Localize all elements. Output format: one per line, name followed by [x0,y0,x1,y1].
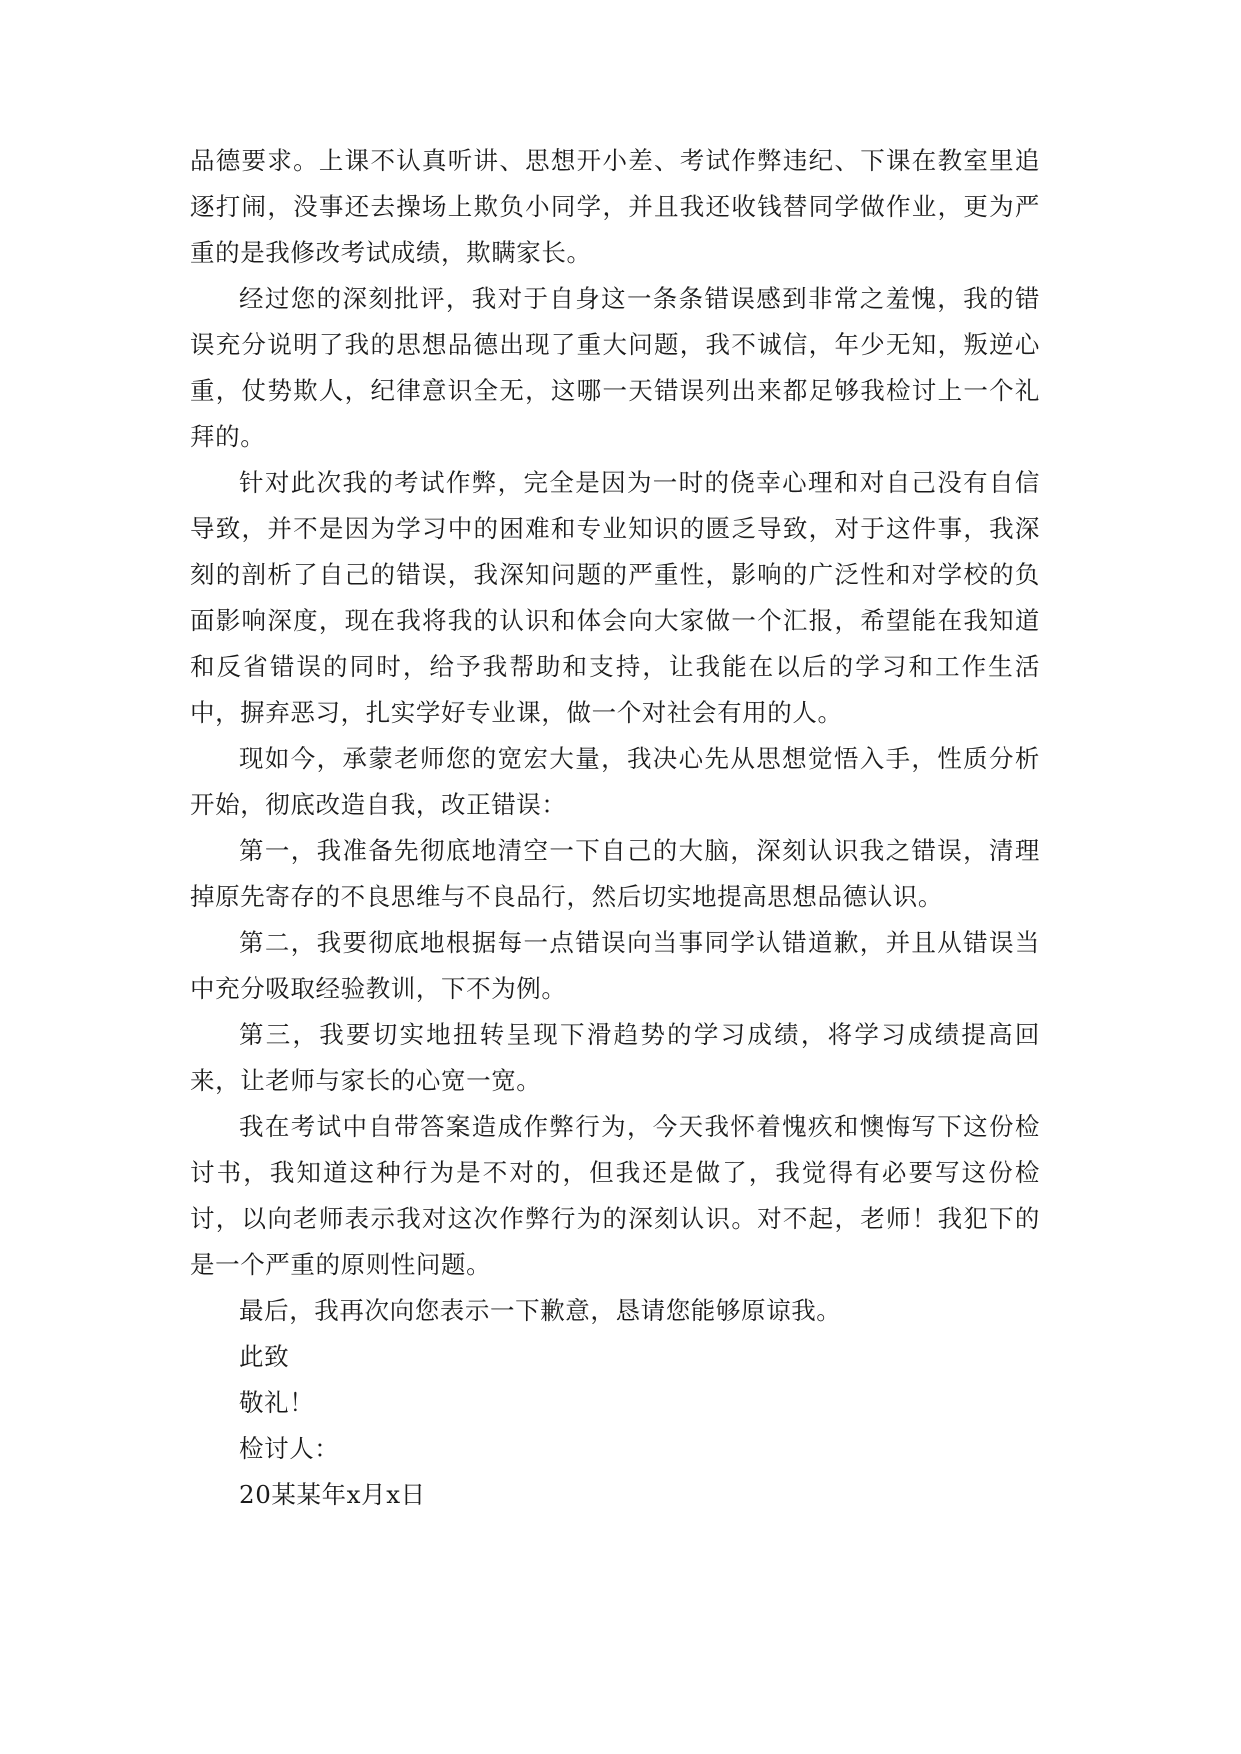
paragraph-1: 品德要求。上课不认真听讲、思想开小差、考试作弊违纪、下课在教室里追逐打闹，没事还去操场上欺负小同学，并且我还收钱替同学做作业，更为严重的是我修改考试成绩，欺瞒家长。 [190,146,1040,267]
paragraph-3: 针对此次我的考试作弊，完全是因为一时的侥幸心理和对自己没有自信导致，并不是因为学习中的困难和专业知识的匮乏导致，对于这件事，我深刻的剖析了自己的错误，我深知问题的严重性，影响的广泛性和对学校的负面影响深度，现在我将我的认识和体会向大家做一个汇报，希望能在我知道和反省错误的同时，给予我帮助和支持，让我能在以后的学习和工作生活中，摒弃恶习，扎实学好专业课，做一个对社会有用的人。 [190,468,1040,727]
paragraph-7: 第三，我要切实地扭转呈现下滑趋势的学习成绩，将学习成绩提高回来，让老师与家长的心宽一宽。 [190,1020,1040,1095]
paragraph-8: 我在考试中自带答案造成作弊行为，今天我怀着愧疚和懊悔写下这份检讨书，我知道这种行为是不对的，但我还是做了，我觉得有必要写这份检讨，以向老师表示我对这次作弊行为的深刻认识。对不起，老师！我犯下的是一个严重的原则性问题。 [190,1112,1040,1279]
document-body [190,138,1040,1518]
paragraph-5: 第一，我准备先彻底地清空一下自己的大脑，深刻认识我之错误，清理掉原先寄存的不良思维与不良品行，然后切实地提高思想品德认识。 [190,836,1040,911]
signature-date: 20某某年x月x日 [239,1480,426,1509]
paragraph-6: 第二，我要彻底地根据每一点错误向当事同学认错道歉，并且从错误当中充分吸取经验教训，下不为例。 [190,928,1040,1003]
paragraph-4: 现如今，承蒙老师您的宽宏大量，我决心先从思想觉悟入手，性质分析开始，彻底改造自我，改正错误： [190,744,1040,819]
paragraph-2: 经过您的深刻批评，我对于自身这一条条错误感到非常之羞愧，我的错误充分说明了我的思想品德出现了重大问题，我不诚信，年少无知，叛逆心重，仗势欺人，纪律意识全无，这哪一天错误列出来都足够我检讨上一个礼拜的。 [190,284,1040,451]
signature-label: 检讨人： [239,1434,340,1463]
salutation-line-2: 敬礼！ [239,1388,315,1417]
salutation-line-1: 此致 [239,1342,290,1371]
paragraph-9: 最后，我再次向您表示一下歉意，恳请您能够原谅我。 [239,1296,842,1325]
